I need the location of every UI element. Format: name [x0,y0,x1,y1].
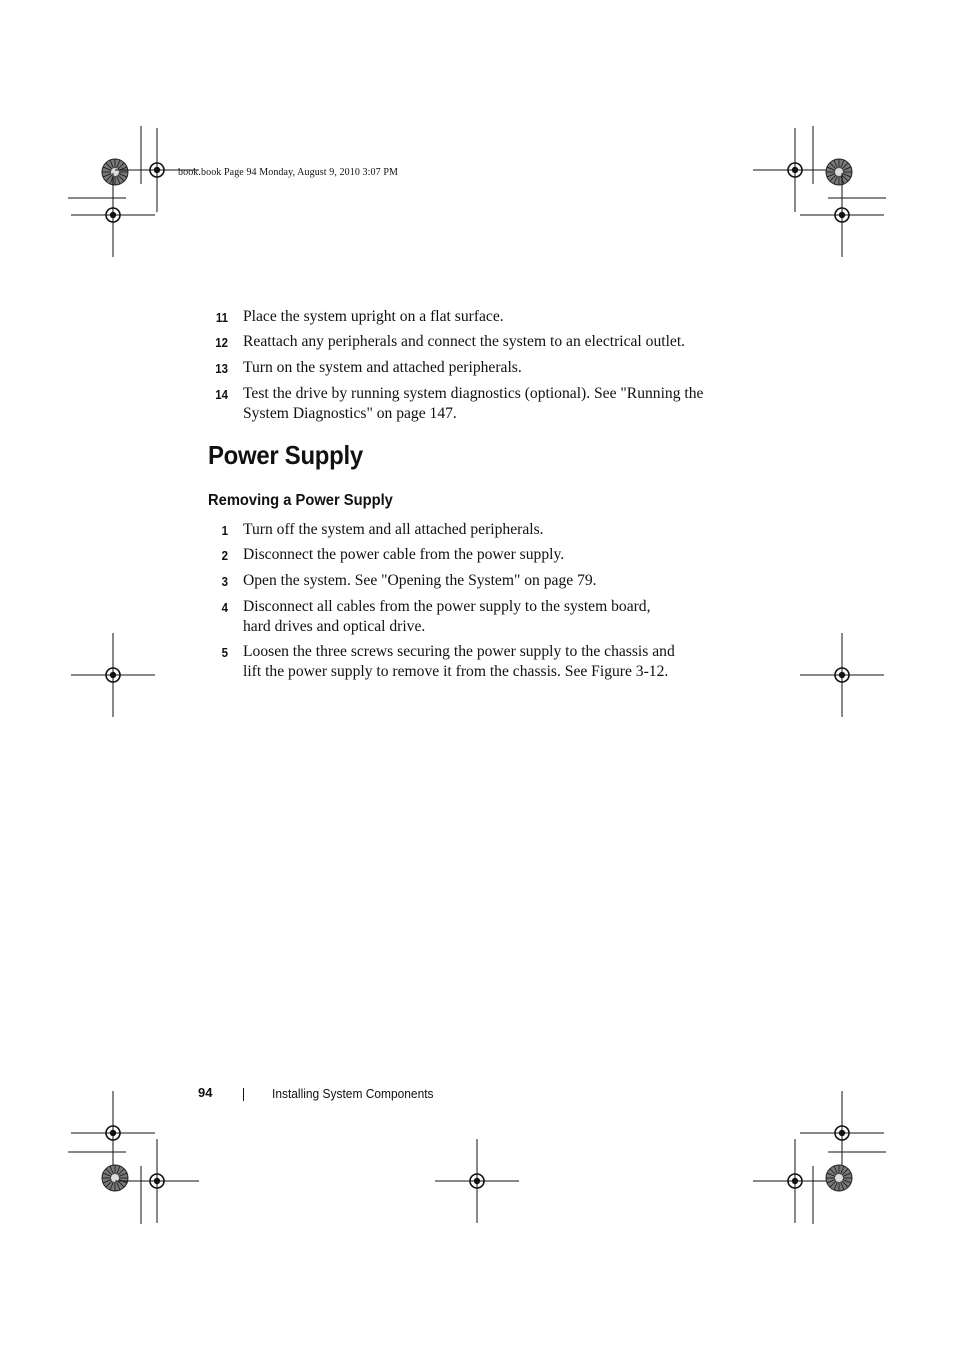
step-text: hard drives and optical drive. [243,617,426,635]
step-number: 4 [221,600,228,615]
step-text: lift the power supply to remove it from the chassis. See Figure 3-12. [243,662,669,680]
star-target-icon [826,159,852,185]
step-text: Reattach any peripherals and connect the system to an electrical outlet. [243,333,686,350]
step-text: Open the system. See "Opening the System" on page 79. [243,572,597,589]
step-text: Turn off the system and all attached peripherals. [243,521,544,538]
step-number: 12 [215,335,228,350]
step-number: 13 [215,361,228,376]
page-number: 94 [198,1085,213,1100]
section-title: Power Supply [208,440,363,470]
step-number: 3 [221,574,228,589]
registration-mark-icon [800,173,884,257]
registration-mark-icon [71,1091,155,1175]
registration-mark-icon [800,1091,884,1175]
registration-mark-icon [800,633,884,717]
step-text: Disconnect all cables from the power supply to the system board, [243,598,651,615]
registration-mark-icon [435,1139,519,1223]
step-text: Place the system upright on a flat surface. [243,308,504,325]
step-number: 5 [221,645,228,660]
step-text: Loosen the three screws securing the power supply to the chassis and [243,643,675,660]
subsection-title: Removing a Power Supply [208,492,393,509]
star-target-icon [826,1165,852,1191]
registration-mark-icon [753,128,837,212]
step-number: 1 [221,523,228,538]
footer-divider [243,1088,244,1101]
registration-mark-icon [115,1139,199,1223]
registration-mark-icon [753,1139,837,1223]
step-text: System Diagnostics" on page 147. [243,404,457,422]
step-number: 14 [215,387,228,402]
star-target-icon [102,1165,128,1191]
step-text: Disconnect the power cable from the power supply. [243,546,565,563]
step-number: 2 [221,548,228,563]
star-target-icon [102,159,128,185]
step-number: 11 [215,310,228,325]
print-header-stamp: book.book Page 94 Monday, August 9, 2010 3:07 PM [178,167,398,178]
step-text: Test the drive by running system diagnostics (optional). See "Running the [243,385,704,402]
registration-mark-icon [71,173,155,257]
step-text: Turn on the system and attached peripherals. [243,359,522,376]
registration-mark-icon [71,633,155,717]
chapter-title: Installing System Components [272,1086,434,1101]
